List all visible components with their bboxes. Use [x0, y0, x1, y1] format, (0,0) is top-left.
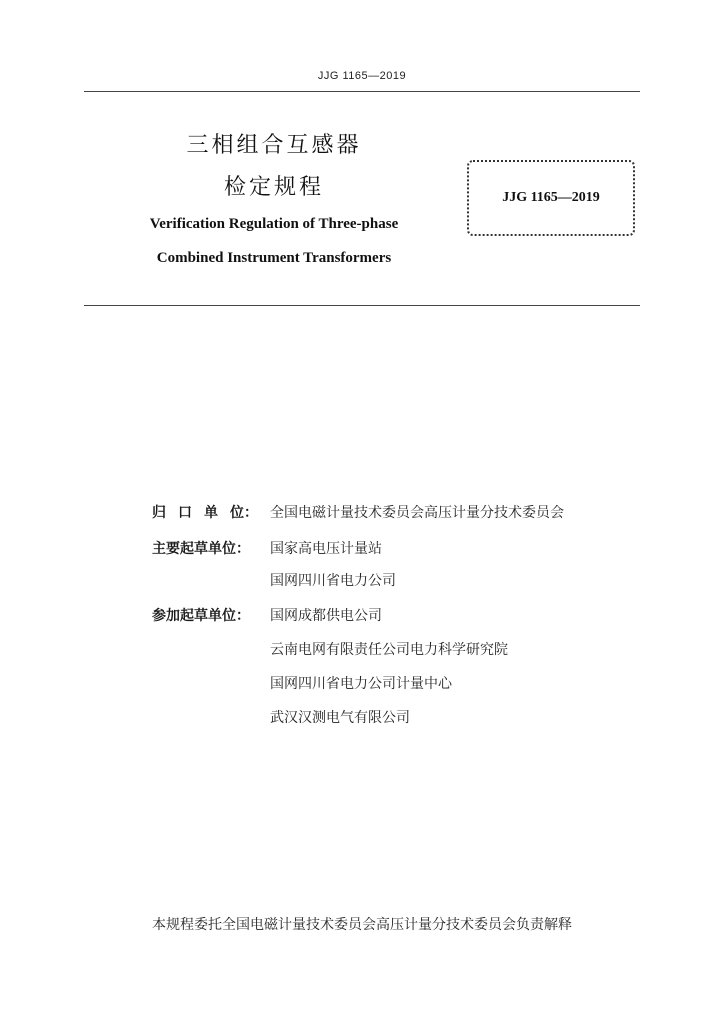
participating-drafter-value: 云南电网有限责任公司电力科学研究院	[270, 642, 508, 658]
participating-drafter-value: 武汉汉测电气有限公司	[270, 710, 410, 726]
label-char: 位：	[230, 505, 258, 521]
participating-drafter-value: 国网四川省电力公司计量中心	[270, 676, 452, 692]
participating-drafter-value: 国网成都供电公司	[270, 608, 382, 624]
centralized-unit-value: 全国电磁计量技术委员会高压计量分技术委员会	[270, 505, 564, 521]
main-drafter-value: 国网四川省电力公司	[270, 573, 396, 589]
main-drafter-row	[0, 539, 724, 559]
header-standard-code: JJG 1165—2019	[317, 70, 407, 82]
participating-drafter-row	[0, 606, 724, 626]
title-divider	[84, 305, 640, 306]
main-drafter-label: 主要起草单位：	[152, 541, 250, 557]
title-english-line2: Combined Instrument Transformers	[156, 250, 392, 266]
centralized-unit-row	[0, 503, 724, 523]
interpretation-note: 本规程委托全国电磁计量技术委员会高压计量分技术委员会负责解释	[152, 917, 572, 933]
title-chinese-line2: 检定规程	[223, 175, 324, 200]
label-char: 归	[152, 505, 166, 521]
participating-drafter-row	[0, 640, 724, 660]
participating-drafter-row	[0, 708, 724, 728]
main-drafter-value: 国家高电压计量站	[270, 541, 382, 557]
title-chinese-line1: 三相组合互感器	[186, 133, 362, 158]
label-char: 单	[204, 505, 218, 521]
participating-drafter-row	[0, 674, 724, 694]
standard-code-box-text: JJG 1165—2019	[502, 190, 600, 205]
centralized-unit-label	[152, 503, 262, 523]
header-divider	[84, 91, 640, 92]
standard-code-box	[467, 160, 635, 236]
label-char: 口	[178, 505, 192, 521]
main-drafter-row	[0, 571, 724, 591]
title-english-line1: Verification Regulation of Three-phase	[149, 216, 399, 232]
participating-drafter-label: 参加起草单位：	[152, 608, 250, 624]
